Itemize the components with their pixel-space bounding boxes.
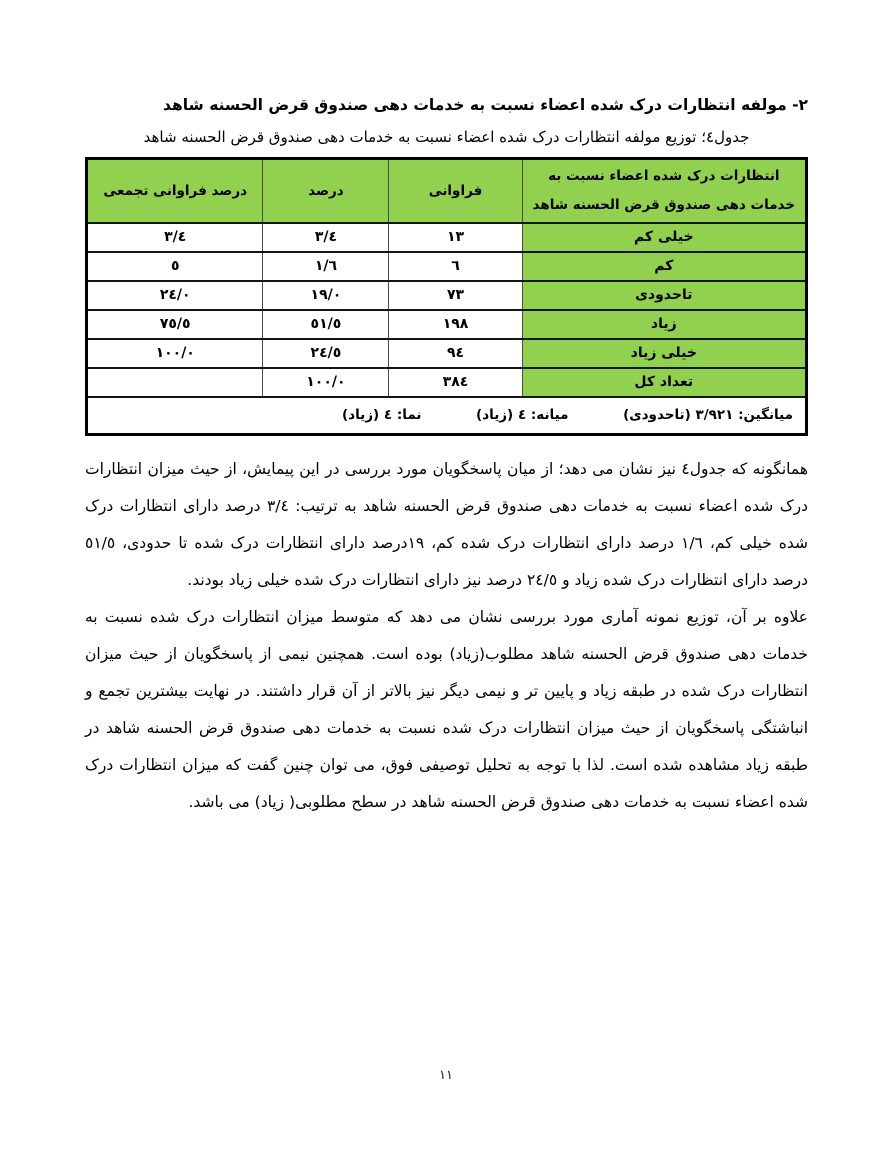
stats-cell xyxy=(87,397,807,435)
cell-frequency: ٣٨٤ xyxy=(389,368,522,397)
table-header-row xyxy=(87,159,807,223)
cell-category: خیلی زیاد xyxy=(522,339,806,368)
cell-category: زیاد xyxy=(522,310,806,339)
cell-frequency: ٦ xyxy=(389,252,522,281)
table-caption: جدول٤؛ توزیع مولفه انتظارات درک شده اعضاء نسبت به خدمات دهی صندوق قرض الحسنه شاهد xyxy=(143,128,750,146)
cell-frequency: ٧٣ xyxy=(389,281,522,310)
paragraph-1: همانگونه که جدول٤ نیز نشان می دهد؛ از میان پاسخگویان مورد بررسی در این پیمایش، از حیث میزان انتظارات درک شده اعضاء نسبت به خدمات دهی صندوق قرض الحسنه شاهد به ترتیب: ٣/٤ درصد دارای انتظارات درک شده خیلی کم، ١/٦ درصد دارای انتظارات درک شده کم، ١٩درصد دارای انتظارات درک شده تا حدودی، ٥١/٥ درصد دارای انتظارات درک شده زیاد و ٢٤/٥ درصد نیز دارای انتظارات درک شده خیلی زیاد بودند. xyxy=(85,460,808,589)
cell-category: تاحدودی xyxy=(522,281,806,310)
body-text xyxy=(85,451,808,821)
cell-percent: ٥١/٥ xyxy=(263,310,389,339)
table-row-total xyxy=(87,368,807,397)
cell-percent: ١٩/٠ xyxy=(263,281,389,310)
summary-stats xyxy=(92,407,801,423)
cell-cumulative: ٣/٤ xyxy=(87,223,263,252)
cell-category: خیلی کم xyxy=(522,223,806,252)
header-cell-category xyxy=(522,159,806,223)
cell-percent: ١/٦ xyxy=(263,252,389,281)
table-row xyxy=(87,310,807,339)
stat-mean: میانگین: ٣/٩٢١ (تاحدودی) xyxy=(623,407,793,424)
header-cell-cumulative: درصد فراوانی تجمعی xyxy=(87,159,263,223)
cell-cumulative: ١٠٠/٠ xyxy=(87,339,263,368)
header-cell-frequency: فراوانی xyxy=(389,159,522,223)
table-stats-row xyxy=(87,397,807,435)
table-row xyxy=(87,223,807,252)
cell-percent: ١٠٠/٠ xyxy=(263,368,389,397)
cell-category-total: تعداد کل xyxy=(522,368,806,397)
cell-cumulative xyxy=(87,368,263,397)
header-category-line1: انتظارات درک شده اعضاء نسبت به xyxy=(548,167,780,184)
cell-percent: ٢٤/٥ xyxy=(263,339,389,368)
cell-cumulative: ٥ xyxy=(87,252,263,281)
page-number: ١١ xyxy=(439,1068,453,1083)
cell-frequency: ١٣ xyxy=(389,223,522,252)
table-row xyxy=(87,339,807,368)
cell-cumulative: ٢٤/٠ xyxy=(87,281,263,310)
paragraph-2: علاوه بر آن، توزیع نمونه آماری مورد بررسی نشان می دهد که متوسط میزان انتظارات درک شده نسبت به خدمات دهی صندوق قرض الحسنه شاهد مطلوب(زیاد) بوده است. همچنین نیمی از پاسخگویان از حیث میزان انتظارات درک شده در طبقه زیاد و پایین تر و نیمی دیگر نیز بالاتر از آن قرار داشتند. در نهایت بیشترین تجمع و انباشتگی پاسخگویان از حیث میزان انتظارات درک شده نسبت به خدمات دهی صندوق قرض الحسنه شاهد در طبقه زیاد مشاهده شده است. لذا با توجه به تحلیل توصیفی فوق، می توان چنین گفت که میزان انتظارات درک شده اعضاء نسبت به خدمات دهی صندوق قرض الحسنه شاهد در سطح مطلوبی( زیاد) می باشد. xyxy=(85,608,808,811)
cell-category: کم xyxy=(522,252,806,281)
header-cell-percent: درصد xyxy=(263,159,389,223)
cell-frequency: ٩٤ xyxy=(389,339,522,368)
section-heading: ٢- مولفه انتظارات درک شده اعضاء نسبت به خدمات دهی صندوق قرض الحسنه شاهد xyxy=(163,96,808,114)
stat-median: میانه: ٤ (زیاد) xyxy=(476,407,569,424)
table-row xyxy=(87,252,807,281)
header-category-line2: خدمات دهی صندوق قرض الحسنه شاهد xyxy=(532,196,796,213)
frequency-distribution-table xyxy=(85,157,808,436)
table-row xyxy=(87,281,807,310)
cell-percent: ٣/٤ xyxy=(263,223,389,252)
cell-cumulative: ٧٥/٥ xyxy=(87,310,263,339)
cell-frequency: ١٩٨ xyxy=(389,310,522,339)
stat-mode: نما: ٤ (زیاد) xyxy=(342,407,422,424)
page-content xyxy=(85,96,808,821)
